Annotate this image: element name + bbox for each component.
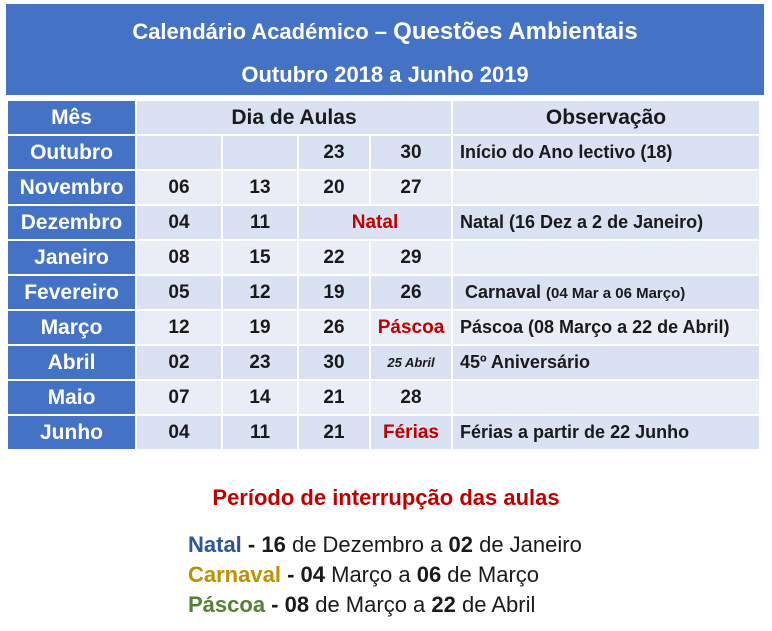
holiday-cell: Páscoa — [371, 311, 451, 344]
holiday-cell: Férias — [371, 416, 451, 449]
observation-cell — [453, 276, 759, 309]
month-cell: Março — [8, 311, 135, 344]
day-cell: 04 — [137, 206, 221, 239]
day-cell: 21 — [299, 416, 369, 449]
observation-main: Carnaval — [460, 282, 547, 302]
day-cell: 22 — [299, 241, 369, 274]
table-row — [8, 346, 759, 379]
observation-cell: Natal (16 Dez a 2 de Janeiro) — [453, 206, 759, 239]
title-prefix: Calendário Académico – — [132, 19, 394, 44]
period-text: de Janeiro — [472, 532, 582, 557]
period-start-day: 08 — [284, 592, 310, 617]
period-pascoa — [188, 592, 535, 618]
day-cell: 11 — [223, 416, 297, 449]
month-cell: Maio — [8, 381, 135, 414]
day-cell: 23 — [223, 346, 297, 379]
header-observation: Observação — [453, 101, 759, 134]
period-text: de Março a — [309, 592, 432, 617]
page-subtitle: Outubro 2018 a Junho 2019 — [241, 62, 529, 87]
table-row — [8, 136, 759, 169]
observation-cell: 45º Aniversário — [453, 346, 759, 379]
day-cell: 08 — [137, 241, 221, 274]
month-cell: Dezembro — [8, 206, 135, 239]
day-cell: 15 — [223, 241, 297, 274]
day-cell: 27 — [371, 171, 451, 204]
table-row — [8, 381, 759, 414]
table-row — [8, 416, 759, 449]
period-end-day: 02 — [448, 532, 473, 557]
holiday-cell: Natal — [299, 206, 451, 239]
day-cell — [223, 136, 297, 169]
period-separator: - — [241, 532, 262, 557]
title-main: Questões Ambientais — [393, 18, 638, 45]
title-banner — [6, 4, 764, 95]
day-cell: 07 — [137, 381, 221, 414]
observation-detail: (04 Mar a 06 Março) — [546, 285, 686, 302]
header-month: Mês — [8, 101, 135, 134]
period-separator: - — [280, 562, 301, 587]
period-start-day: 04 — [300, 562, 325, 587]
table-row — [8, 206, 759, 239]
table-row — [8, 241, 759, 274]
period-label: Carnaval — [188, 562, 281, 587]
day-cell: 05 — [137, 276, 221, 309]
day-cell: 29 — [371, 241, 451, 274]
day-cell: 11 — [223, 206, 297, 239]
period-end-day: 22 — [431, 592, 456, 617]
period-text: de Abril — [455, 592, 536, 617]
period-carnaval — [188, 562, 539, 588]
day-cell: 13 — [223, 171, 297, 204]
observation-cell: Início do Ano lectivo (18) — [453, 136, 759, 169]
day-cell: 20 — [299, 171, 369, 204]
holiday-cell: 25 Abril — [371, 346, 451, 379]
month-cell: Janeiro — [8, 241, 135, 274]
observation-cell — [453, 171, 759, 204]
day-cell: 21 — [299, 381, 369, 414]
month-cell: Junho — [8, 416, 135, 449]
period-natal — [188, 532, 582, 558]
observation-cell — [453, 381, 759, 414]
calendar-table — [6, 99, 761, 451]
period-label: Natal — [188, 532, 242, 557]
month-cell: Abril — [8, 346, 135, 379]
day-cell: 30 — [299, 346, 369, 379]
period-label: Páscoa — [188, 592, 266, 617]
month-cell: Outubro — [8, 136, 135, 169]
day-cell: 28 — [371, 381, 451, 414]
day-cell: 30 — [371, 136, 451, 169]
day-cell: 19 — [299, 276, 369, 309]
observation-cell: Férias a partir de 22 Junho — [453, 416, 759, 449]
day-cell: 19 — [223, 311, 297, 344]
day-cell: 02 — [137, 346, 221, 379]
table-row — [8, 311, 759, 344]
day-cell: 14 — [223, 381, 297, 414]
day-cell: 06 — [137, 171, 221, 204]
table-row — [8, 276, 759, 309]
page-title — [6, 18, 764, 46]
day-cell: 12 — [137, 311, 221, 344]
month-cell: Fevereiro — [8, 276, 135, 309]
period-separator: - — [265, 592, 285, 617]
table-row — [8, 171, 759, 204]
month-cell: Novembro — [8, 171, 135, 204]
interruption-title: Período de interrupção das aulas — [212, 485, 560, 510]
header-days: Dia de Aulas — [137, 101, 451, 134]
table-header-row — [8, 101, 759, 134]
observation-cell — [453, 241, 759, 274]
period-text: de Março — [441, 562, 540, 587]
day-cell: 04 — [137, 416, 221, 449]
day-cell: 26 — [371, 276, 451, 309]
observation-cell: Páscoa (08 Março a 22 de Abril) — [453, 311, 759, 344]
day-cell — [137, 136, 221, 169]
period-end-day: 06 — [416, 562, 442, 587]
day-cell: 23 — [299, 136, 369, 169]
period-start-day: 16 — [261, 532, 286, 557]
day-cell: 12 — [223, 276, 297, 309]
period-text: de Dezembro a — [285, 532, 449, 557]
day-cell: 26 — [299, 311, 369, 344]
period-text: Março a — [325, 562, 417, 587]
